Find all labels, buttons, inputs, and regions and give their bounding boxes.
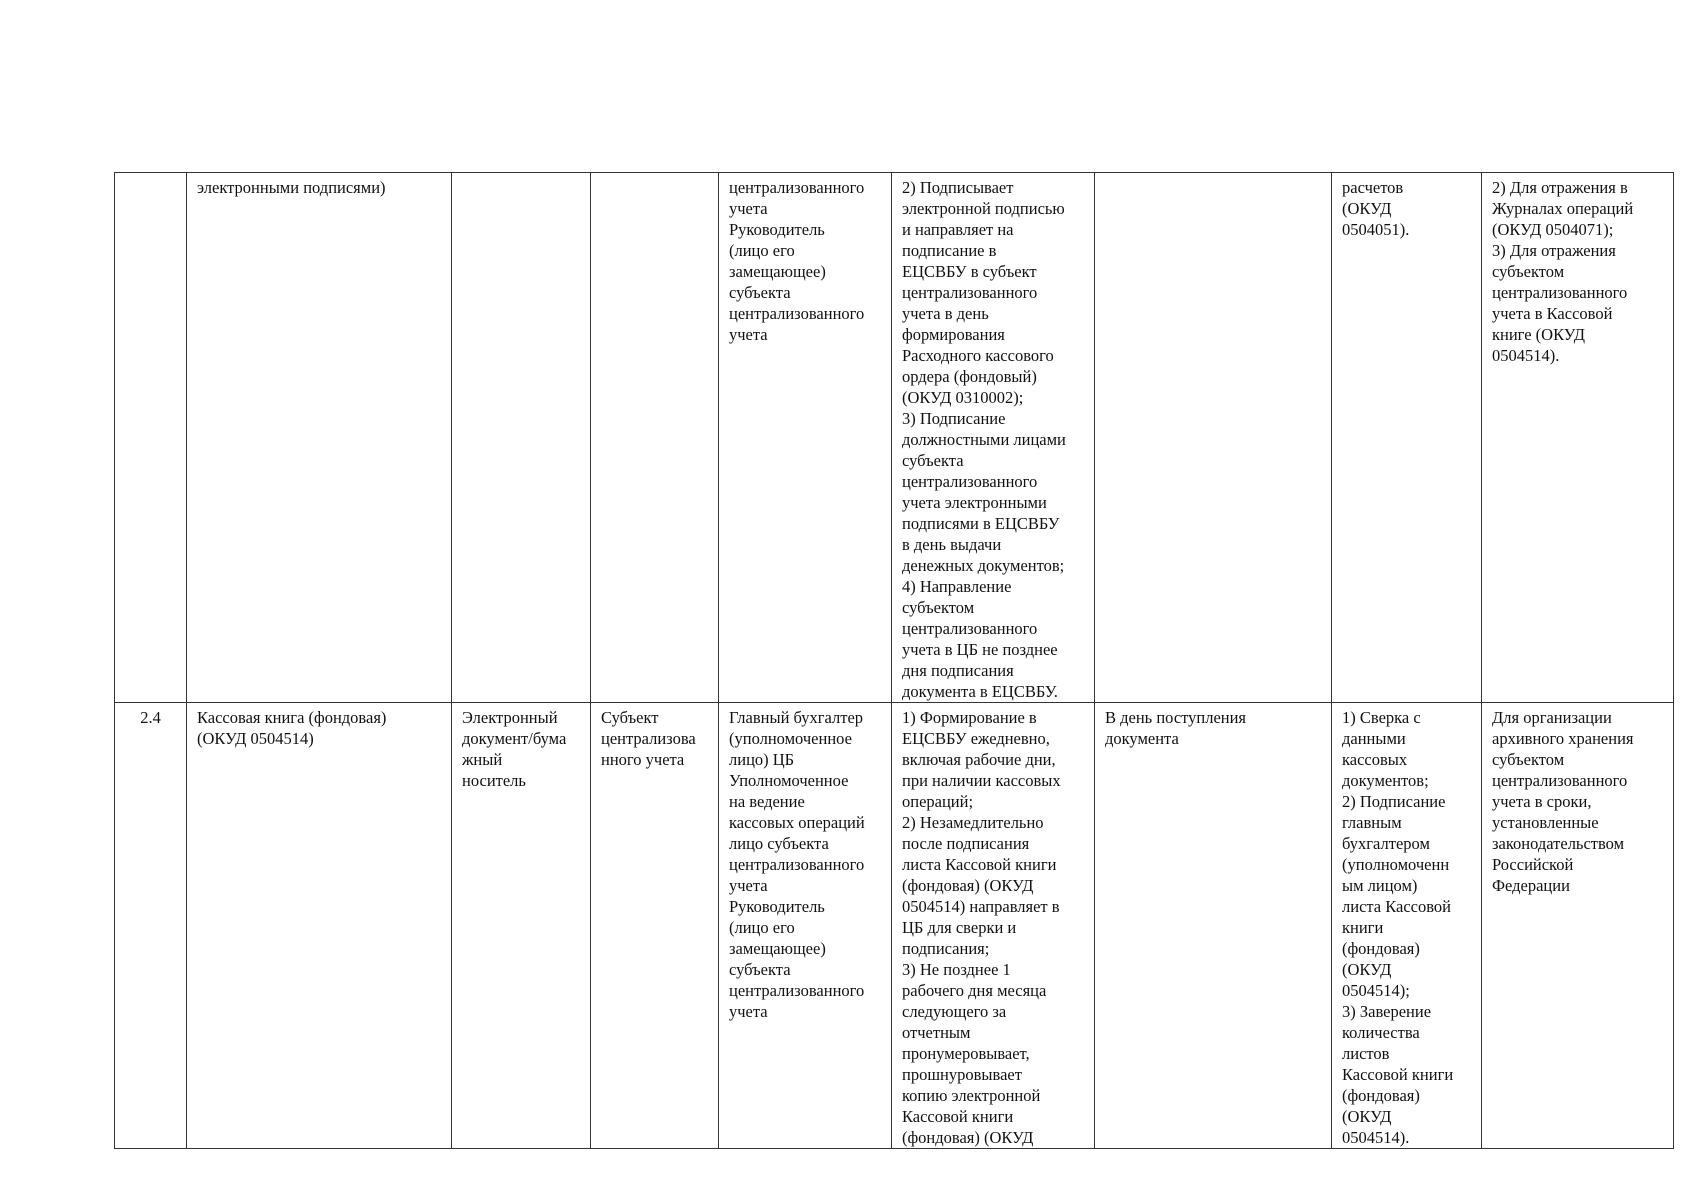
document-name-cell: электронными подписями)	[187, 173, 452, 703]
purpose-cell: 2) Для отражения в Журналах операций (ОКУД 0504071); 3) Для отражения субъектом централизованного учета в Кассовой книге (ОКУД 0504514).	[1482, 173, 1674, 703]
creator-cell: Субъект централизова нного учета	[591, 703, 719, 1149]
document-table	[114, 172, 1674, 1149]
document-form-cell: Электронный документ/бума жный носитель	[452, 703, 591, 1149]
table-row	[115, 703, 1674, 1149]
document-name-cell: Кассовая книга (фондовая) (ОКУД 0504514)	[187, 703, 452, 1149]
procedure-cell: 2) Подписывает электронной подписью и направляет на подписание в ЕЦСВБУ в субъект централизованного учета в день формирования Расходного кассового ордера (фондовый) (ОКУД 0310002); 3) Подписание должностными лицами субъекта централизованного учета электронными подписями в ЕЦСВБУ в день выдачи денежных документов; 4) Направление субъектом централизованного учета в ЦБ не позднее дня подписания документа в ЕЦСВБУ.	[892, 173, 1095, 703]
signer-cell: централизованного учета Руководитель (лицо его замещающее) субъекта централизованного учета	[719, 173, 892, 703]
deadline-cell: В день поступления документа	[1095, 703, 1332, 1149]
document-form-cell	[452, 173, 591, 703]
table-row	[115, 173, 1674, 703]
purpose-cell: Для организации архивного хранения субъектом централизованного учета в сроки, установленные законодательством Российской Федерации	[1482, 703, 1674, 1149]
row-number-cell	[115, 173, 187, 703]
creator-cell	[591, 173, 719, 703]
procedure-cell: 1) Формирование в ЕЦСВБУ ежедневно, включая рабочие дни, при наличии кассовых операций; 2) Незамедлительно после подписания листа Кассовой книги (фондовая) (ОКУД 0504514) направляет в ЦБ для сверки и подписания; 3) Не позднее 1 рабочего дня месяца следующего за отчетным пронумеровывает, прошнуровывает копию электронной Кассовой книги (фондовая) (ОКУД	[892, 703, 1095, 1149]
control-cell: расчетов (ОКУД 0504051).	[1332, 173, 1482, 703]
row-number-cell: 2.4	[115, 703, 187, 1149]
control-cell: 1) Сверка с данными кассовых документов; 2) Подписание главным бухгалтером (уполномоченн ым лицом) листа Кассовой книги (фондовая) (ОКУД 0504514); 3) Заверение количества листов Кассовой книги (фондовая) (ОКУД 0504514).	[1332, 703, 1482, 1149]
signer-cell: Главный бухгалтер (уполномоченное лицо) ЦБ Уполномоченное на ведение кассовых операций лицо субъекта централизованного учета Руководитель (лицо его замещающее) субъекта централизованного учета	[719, 703, 892, 1149]
deadline-cell	[1095, 173, 1332, 703]
